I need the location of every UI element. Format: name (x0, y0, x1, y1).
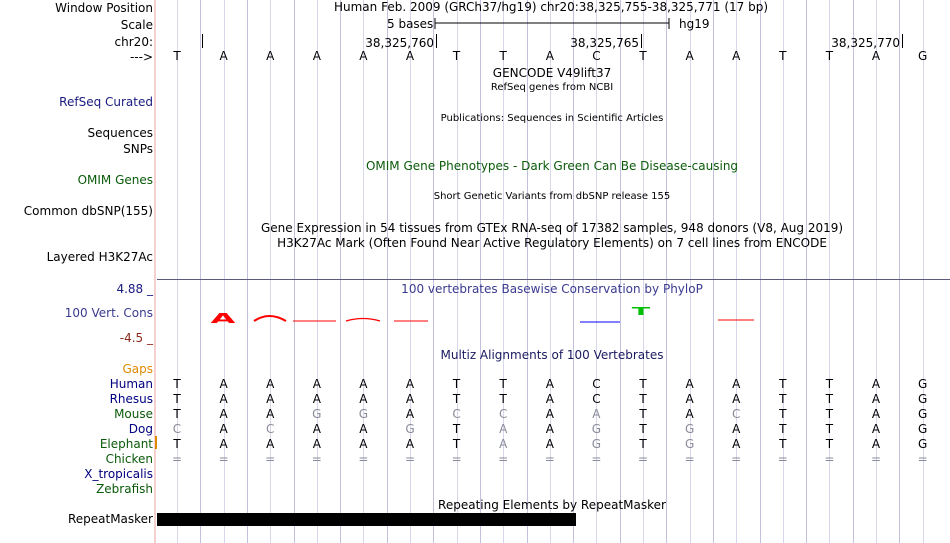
alignment-base: = (451, 452, 462, 466)
alignment-base: A (732, 437, 741, 451)
ruler-tick-3 (902, 34, 903, 48)
phylop-letter: A (210, 310, 236, 327)
sequence-base: A (545, 49, 554, 63)
phylop-bar (346, 319, 380, 322)
track-title-omim-phenotypes[interactable]: OMIM Gene Phenotypes - Dark Green Can Be Disease-causing (365, 159, 739, 173)
alignment-base: G (684, 437, 695, 451)
alignment-base: A (219, 422, 228, 436)
alignment-base: C (592, 392, 601, 406)
sequence-base: A (359, 49, 368, 63)
alignment-base: G (917, 437, 928, 451)
track-title-multiz[interactable]: Multiz Alignments of 100 Vertebrates (440, 348, 664, 362)
alignment-base: A (732, 422, 741, 436)
alignment-base: A (545, 392, 554, 406)
sequence-base: G (917, 49, 928, 63)
alignment-base: C (592, 377, 601, 391)
alignment-base: G (917, 422, 928, 436)
label-refseq-curated[interactable]: RefSeq Curated (59, 95, 153, 109)
phylop-bar (254, 316, 286, 321)
alignment-base: A (871, 377, 881, 391)
alignment-base: C (172, 422, 182, 436)
ruler-tick-2 (641, 34, 642, 48)
alignment-base: = (591, 452, 602, 466)
alignment-base: T (779, 392, 787, 406)
alignment-base: = (917, 452, 928, 466)
alignment-base: A (359, 422, 368, 436)
alignment-base: A (266, 407, 275, 421)
sequence-base: A (405, 49, 415, 63)
alignment-base: G (917, 377, 928, 391)
alignment-base: A (871, 407, 881, 421)
alignment-base: A (545, 422, 554, 436)
sequence-base: A (266, 49, 275, 63)
ruler-tick-start (202, 34, 203, 48)
label-layered-h3k27ac[interactable]: Layered H3K27Ac (46, 250, 153, 264)
alignment-base: = (218, 452, 229, 466)
alignment-base: T (639, 377, 647, 391)
gap-marker (155, 436, 157, 449)
alignment-base: A (405, 392, 415, 406)
alignment-base: A (592, 407, 601, 421)
sequence-base: T (639, 49, 647, 63)
alignment-base: A (871, 437, 881, 451)
alignment-base: T (779, 437, 787, 451)
alignment-base: A (312, 392, 321, 406)
track-title-repeatmasker[interactable]: Repeating Elements by RepeatMasker (438, 498, 666, 512)
alignment-base: T (452, 437, 461, 451)
alignment-base: T (825, 377, 834, 391)
alignment-base: A (219, 407, 228, 421)
alignment-base: G (405, 422, 415, 436)
alignment-base: A (871, 422, 881, 436)
scale-bar-label: 5 bases (387, 17, 434, 31)
alignment-base: A (312, 422, 321, 436)
alignment-base: A (405, 377, 415, 391)
alignment-base: = (777, 452, 788, 466)
sequence-base: A (219, 49, 228, 63)
phylop-graph[interactable] (0, 300, 950, 330)
species-label[interactable]: Chicken (105, 452, 153, 466)
alignment-base: T (173, 392, 181, 406)
alignment-base: = (637, 452, 649, 466)
species-label[interactable]: Mouse (114, 407, 153, 421)
alignment-base: = (544, 452, 555, 466)
alignment-base: A (685, 377, 694, 391)
species-label[interactable]: Human (109, 377, 153, 391)
alignment-base: A (545, 437, 554, 451)
alignment-base: = (824, 452, 835, 466)
alignment-base: T (452, 392, 461, 406)
alignment-base: T (173, 407, 181, 421)
alignment-base: T (173, 377, 181, 391)
sequence-base: T (173, 49, 181, 63)
alignment-base: A (219, 437, 228, 451)
ruler-tick-1 (436, 34, 437, 48)
label-chromosome: chr20: (114, 35, 153, 49)
alignment-base: A (219, 392, 228, 406)
label-window-position: Window Position (55, 1, 153, 15)
phylop-letter: T (631, 305, 651, 318)
alignment-base: A (266, 437, 275, 451)
alignment-base: = (358, 452, 369, 466)
alignment-base: T (639, 437, 647, 451)
alignment-base: = (265, 452, 276, 466)
alignment-base: T (452, 422, 461, 436)
alignment-base: = (404, 452, 416, 466)
alignment-base: = (171, 452, 183, 466)
alignment-base: A (499, 437, 508, 451)
alignment-base: A (266, 392, 275, 406)
track-title-phylop[interactable]: 100 vertebrates Basewise Conservation by PhyloP (401, 282, 703, 296)
ruler-label-2: 38,325,765 (570, 36, 639, 50)
alignment-base: G (917, 407, 928, 421)
alignment-base: A (499, 422, 508, 436)
alignment-base: T (825, 437, 834, 451)
alignment-base: = (684, 452, 695, 466)
sequence-base: T (825, 49, 834, 63)
label-common-dbsnp[interactable]: Common dbSNP(155) (23, 204, 153, 218)
label-snps[interactable]: SNPs (123, 142, 153, 156)
alignment-base: T (173, 437, 181, 451)
alignment-base: T (779, 422, 787, 436)
track-title-gencode[interactable]: GENCODE V49lift37 (492, 66, 612, 80)
alignment-base: A (219, 377, 228, 391)
alignment-base: A (732, 377, 741, 391)
alignment-base: = (731, 452, 742, 466)
label-vert-cons[interactable]: 100 Vert. Cons (64, 306, 153, 320)
alignment-base: A (405, 437, 415, 451)
label-scale: Scale (120, 18, 153, 32)
track-title-short-variants[interactable]: Short Genetic Variants from dbSNP release 155 (433, 191, 671, 202)
sequence-base: C (592, 49, 601, 63)
alignment-base: A (732, 392, 741, 406)
alignment-base: C (265, 422, 275, 436)
scale-bar (434, 17, 674, 31)
alignment-base: A (871, 392, 881, 406)
species-label[interactable]: Dog (128, 422, 153, 436)
track-title-gtex[interactable]: Gene Expression in 54 tissues from GTEx RNA-seq of 17382 samples, 948 donors (V8, Aug 2019) (260, 221, 844, 235)
species-label[interactable]: Rhesus (109, 392, 153, 406)
alignment-base: C (498, 407, 508, 421)
alignment-base: = (311, 452, 322, 466)
species-label[interactable]: Zebrafish (96, 482, 153, 496)
alignment-base: C (452, 407, 461, 421)
alignment-base: T (825, 422, 834, 436)
alignment-base: A (545, 377, 554, 391)
alignment-base: A (266, 377, 275, 391)
scale-db-label: hg19 (679, 17, 710, 31)
alignment-base: T (825, 407, 834, 421)
label-cons-min: -4.5 _ (119, 331, 153, 345)
window-position-text: Human Feb. 2009 (GRCh37/hg19) chr20:38,325,755-38,325,771 (17 bp) (333, 0, 769, 14)
track-title-publications[interactable]: Publications: Sequences in Scientific Articles (440, 113, 664, 124)
label-gaps[interactable]: Gaps (122, 362, 153, 376)
sequence-base: A (732, 49, 741, 63)
alignment-base: A (545, 407, 554, 421)
label-sequences[interactable]: Sequences (87, 126, 153, 140)
alignment-base: G (358, 407, 369, 421)
alignment-base: T (779, 377, 787, 391)
alignment-base: T (639, 422, 647, 436)
sequence-base: T (779, 49, 787, 63)
label-omim-genes[interactable]: OMIM Genes (77, 173, 153, 187)
alignment-base: G (684, 422, 695, 436)
alignment-base: A (312, 437, 321, 451)
sequence-base: A (685, 49, 694, 63)
alignment-base: G (917, 392, 928, 406)
alignment-base: G (312, 407, 322, 421)
alignment-base: = (870, 452, 882, 466)
ruler-label-3: 38,325,770 (831, 36, 900, 50)
sequence-base: A (871, 49, 881, 63)
alignment-base: A (685, 407, 694, 421)
alignment-base: A (359, 392, 368, 406)
alignment-base: A (405, 407, 415, 421)
alignment-base: T (452, 377, 461, 391)
label-cons-max: 4.88 _ (116, 282, 153, 296)
alignment-base: A (359, 377, 368, 391)
alignment-base: G (591, 437, 602, 451)
track-title-h3k27ac[interactable]: H3K27Ac Mark (Often Found Near Active Regulatory Elements) on 7 cell lines from ENCODE (277, 236, 827, 250)
alignment-base: = (498, 452, 509, 466)
repeatmasker-element[interactable] (157, 513, 576, 526)
sequence-base: A (312, 49, 321, 63)
alignment-base: T (639, 392, 647, 406)
alignment-base: T (825, 392, 834, 406)
track-title-refseq-ncbi[interactable]: RefSeq genes from NCBI (490, 82, 614, 93)
alignment-base: C (731, 407, 741, 421)
track-separator (157, 279, 950, 280)
alignment-base: A (359, 437, 368, 451)
species-label[interactable]: Elephant (99, 437, 153, 451)
alignment-base: T (499, 392, 507, 406)
species-label[interactable]: X_tropicalis (84, 467, 153, 481)
alignment-base: T (779, 407, 787, 421)
alignment-base: T (639, 407, 647, 421)
alignment-base: G (591, 422, 602, 436)
label-repeatmasker[interactable]: RepeatMasker (67, 512, 153, 526)
alignment-base: A (312, 377, 321, 391)
sequence-base: T (499, 49, 507, 63)
ruler-label-1: 38,325,760 (365, 36, 434, 50)
alignment-base: T (499, 377, 507, 391)
alignment-base: A (685, 392, 694, 406)
label-strand[interactable]: ---> (129, 50, 153, 64)
sequence-base: T (452, 49, 461, 63)
